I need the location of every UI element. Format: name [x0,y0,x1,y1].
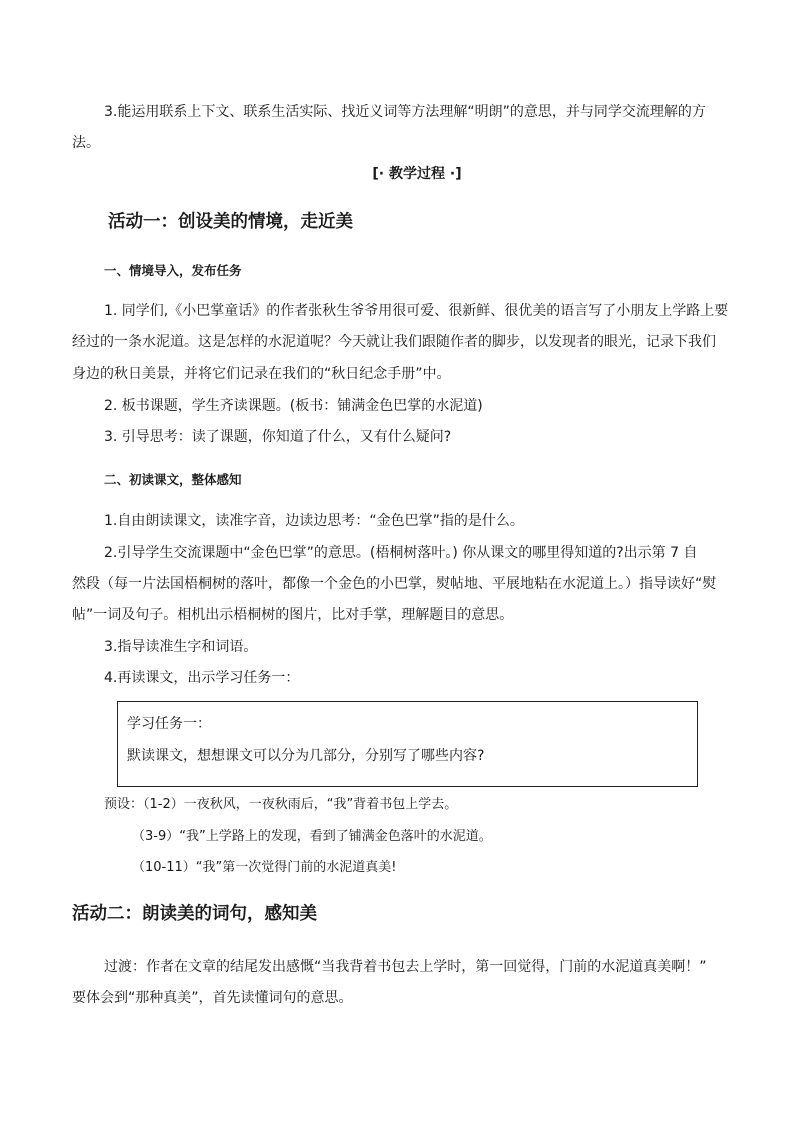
part-1-para-1-line-3: 身边的秋日美景，并将它们记录在我们的“秋日纪念手册”中。 [72,366,451,382]
task-box-content: 默读课文，想想课文可以分为几部分，分别写了哪些内容? [127,748,485,764]
objective-line-1: 3.能运用联系上下文、联系生活实际、找近义词等方法理解“明朗”的意思，并与同学交流理解的方 [104,104,706,120]
activity-1-title: 活动一：创设美的情境，走近美 [108,212,353,232]
part-1-para-1-line-2: 经过的一条水泥道。这是怎样的水泥道呢？今天就让我们跟随作者的脚步，以发现者的眼光，记录下我们 [72,334,716,350]
part-2-para-3: 3.指导读准生字和词语。 [104,639,258,655]
task-box-title: 学习任务一： [127,716,211,732]
preset-line-2: （3-9）“我”上学路上的发现，看到了铺满金色落叶的水泥道。 [132,829,492,844]
part-1-para-3: 3. 引导思考：读了课题，你知道了什么，又有什么疑问? [104,429,452,445]
part-2-para-1: 1.自由朗读课文，读准字音，边读边思考：“金色巴掌”指的是什么。 [104,513,524,529]
part-2-para-2-line-2: 然段（每一片法国梧桐树的落叶，都像一个金色的小巴掌，熨帖地、平展地粘在水泥道上。）指导读好“熨 [72,576,717,592]
activity-2-transition-line-1: 过渡：作者在文章的结尾发出感慨“当我背着书包去上学时，第一回觉得，门前的水泥道真美啊！” [104,959,707,975]
activity-2-transition-line-2: 要体会到“那种真美”，首先读懂词句的意思。 [72,990,353,1006]
part-1-para-1-line-1: 1. 同学们,《小巴掌童话》的作者张秋生爷爷用很可爱、很新鲜、很优美的语言写了小朋友上学路上要 [104,303,729,319]
part-2-para-4: 4.再读课文，出示学习任务一： [104,670,300,686]
part-1-para-2: 2. 板书课题，学生齐读课题。(板书：铺满金色巴掌的水泥道) [104,398,483,414]
preset-line-1: 预设：（1-2）一夜秋风，一夜秋雨后，“我”背着书包上学去。 [104,797,458,812]
part-2-para-2-line-1: 2.引导学生交流课题中“金色巴掌”的意思。(梧桐树落叶。) 你从课文的哪里得知道的?出示第 7 自 [104,545,698,561]
part-1-heading: 一、情境导入，发布任务 [104,263,242,278]
part-2-heading: 二、初读课文，整体感知 [104,472,242,487]
section-title: [· 教学过程 ·] [372,166,462,182]
preset-line-3: （10-11）“我”第一次觉得门前的水泥道真美! [132,860,397,875]
part-2-para-2-line-3: 帖”一词及句子。相机出示梧桐树的图片，比对手掌，理解题目的意思。 [72,607,514,623]
learning-task-box [117,701,698,787]
objective-line-2: 法。 [72,135,100,151]
activity-2-title: 活动二：朗读美的词句，感知美 [72,904,317,924]
